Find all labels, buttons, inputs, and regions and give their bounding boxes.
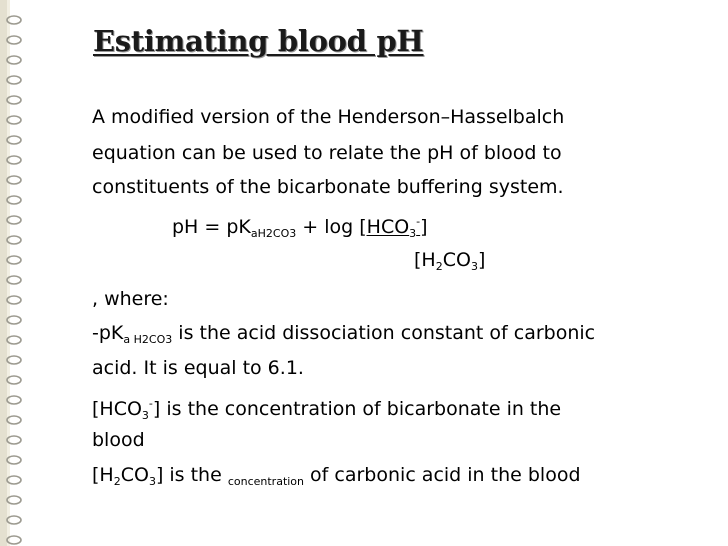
binder-ring: [7, 316, 21, 324]
binder-ring: [7, 236, 21, 244]
binder-ring: [7, 96, 21, 104]
intro-line-3: constituents of the bicarbonate buffering system.: [92, 176, 564, 198]
binder-ring: [7, 216, 21, 224]
binder-ring: [7, 276, 21, 284]
binder-ring: [7, 356, 21, 364]
binder-ring: [7, 436, 21, 444]
binder-ring: [7, 416, 21, 424]
binder-ring: [7, 116, 21, 124]
binder-ring: [7, 336, 21, 344]
where-label: , where:: [92, 288, 169, 310]
slide-title: Estimating blood pH: [93, 24, 424, 58]
binder-ring: [7, 476, 21, 484]
binder-ring: [7, 16, 21, 24]
equation-plus-log: + log: [296, 216, 360, 238]
binder-ring: [7, 396, 21, 404]
definition-pka-cont: acid. It is equal to 6.1.: [92, 357, 304, 379]
binder-rings-decoration: [3, 0, 25, 546]
intro-line-1: A modified version of the Henderson–Hasselbalch: [92, 106, 565, 128]
binder-ring: [7, 156, 21, 164]
definition-hco3: $[HCO_3^-]$ is the concentration of bicarbonate in the: [92, 397, 562, 422]
definition-h2co3: $[H_2CO_3]$ is the $_{concentration}$ of carbonic acid in the blood: [92, 464, 581, 488]
binder-ring: [7, 196, 21, 204]
binder-ring: [7, 76, 21, 84]
binder-ring: [7, 256, 21, 264]
definition-pka: $-pK_{a H2CO3}$ is the acid dissociation constant of carbonic: [92, 322, 596, 346]
binder-ring: [7, 136, 21, 144]
equation-numerator-line: [172, 210, 428, 246]
binder-ring: [7, 176, 21, 184]
equation-denominator: $[H_2CO_3]$: [414, 249, 486, 273]
binder-ring: [7, 56, 21, 64]
equation-lhs: pH = pK: [172, 216, 251, 238]
equation-pka-subscript: aH2CO3: [250, 227, 297, 240]
binder-ring: [7, 496, 21, 504]
binder-ring: [7, 456, 21, 464]
binder-ring: [7, 536, 21, 544]
binder-ring: [7, 376, 21, 384]
intro-line-2: equation can be used to relate the pH of blood to: [92, 142, 562, 164]
equation-numerator: $[HCO_3^-]$: [359, 215, 428, 240]
definition-hco3-cont: blood: [92, 429, 145, 451]
binder-ring: [7, 36, 21, 44]
binder-ring: [7, 516, 21, 524]
binder-ring: [7, 296, 21, 304]
